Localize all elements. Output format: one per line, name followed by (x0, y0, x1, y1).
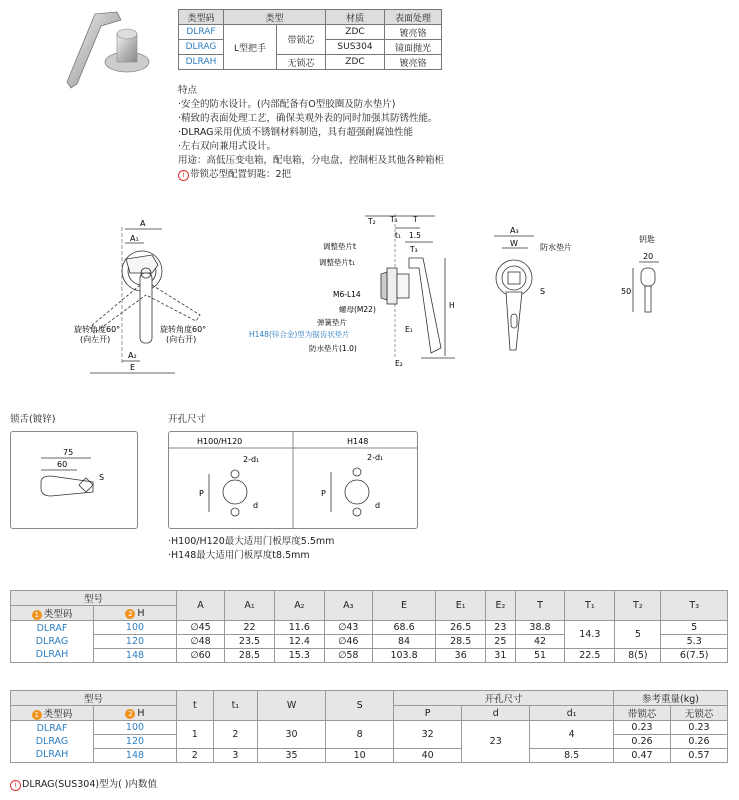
rot-left-dir: (向左开) (80, 335, 111, 344)
cell: 2 (213, 721, 257, 749)
th-material: 材质 (326, 10, 385, 25)
type-table (178, 9, 442, 70)
th-col: P (394, 706, 462, 721)
th-col: t (177, 691, 214, 721)
h-cell: 100 (94, 721, 177, 735)
h-cell: 120 (94, 635, 177, 649)
h-cell: 100 (94, 621, 177, 635)
cutout-h2: H148 (347, 437, 369, 446)
dim-T: T (413, 215, 418, 224)
th-h-label: H (137, 607, 145, 619)
cutout-P: P (321, 489, 326, 498)
th-code: 类型码 (179, 10, 224, 25)
info-icon: i (178, 170, 189, 181)
callout-label: 调整垫片t₁ (319, 258, 355, 267)
th-col: d₁ (530, 706, 614, 721)
cell: 25 (486, 635, 515, 649)
cell: 10 (326, 749, 394, 763)
cell: 68.6 (372, 621, 435, 635)
dim-T2: T₂ (368, 217, 376, 226)
th-code (11, 606, 94, 621)
dim-T1: T₁ (390, 215, 398, 224)
key-width: 20 (643, 252, 654, 261)
cutout-h1: H100/H120 (197, 437, 243, 446)
cell: 0.26 (671, 735, 728, 749)
cell: 0.23 (614, 721, 671, 735)
material-cell: SUS304 (326, 40, 385, 55)
th-col: W (258, 691, 326, 721)
cell: 0.23 (671, 721, 728, 735)
key-note (178, 168, 444, 182)
feature-item: ·左右双向兼用式设计。 (178, 141, 277, 152)
th-col: T₁ (565, 591, 615, 621)
tongue-title: 锁舌(镀锌) (10, 414, 56, 425)
cell: 4 (530, 721, 614, 749)
cell: 0.47 (614, 749, 671, 763)
th-h (94, 606, 177, 621)
th-col: t₁ (213, 691, 257, 721)
cell: 35 (258, 749, 326, 763)
th-col: T₂ (615, 591, 661, 621)
front-view-drawing (60, 215, 230, 380)
th-col: A₁ (225, 591, 275, 621)
cell: ∅48 (177, 635, 225, 649)
code-cell: DLRAH (179, 55, 224, 70)
spec-table-1 (10, 590, 728, 663)
dim-E: E (130, 363, 136, 372)
feature-item: ·DLRAG采用优质不锈钢材料制造，具有超强耐腐蚀性能 (178, 127, 414, 138)
th-code (11, 706, 94, 721)
number-badge: 2 (125, 609, 135, 619)
cutout-note: ·H148最大适用门板厚度t8.5mm (168, 550, 310, 561)
cell: 1 (177, 721, 214, 749)
cell: 8(5) (615, 649, 661, 663)
th-type: 类型 (224, 10, 326, 25)
h-cell: 120 (94, 735, 177, 749)
footnote-text: DLRAG(SUS304)型为( )内数值 (22, 779, 158, 790)
dim-S: S (540, 287, 546, 296)
th-col: 带锁芯 (614, 706, 671, 721)
cell: ∅60 (177, 649, 225, 663)
callout-label: 调整垫片t (323, 242, 356, 251)
th-model: 型号 (11, 691, 177, 706)
cell: 28.5 (225, 649, 275, 663)
callout-label: 防水垫片(1.0) (309, 344, 357, 353)
key-note-text: 带锁芯型配置钥匙：2把 (190, 169, 292, 180)
tongue-box (10, 431, 138, 529)
cell: 8.5 (530, 749, 614, 763)
cutout-d: d (253, 501, 259, 510)
callout-label: 螺母(M22) (339, 305, 376, 314)
th-h-label: H (137, 707, 145, 719)
key-height: 50 (621, 287, 632, 296)
cutout-P: P (199, 489, 204, 498)
usage-text: 用途：高低压变电箱，配电箱，分电盘，控制柜及其他各种箱柜 (178, 155, 445, 166)
h-cell: 148 (94, 749, 177, 763)
cell: 23 (486, 621, 515, 635)
cutout-d1: 2-d₁ (367, 453, 384, 462)
cell: 2 (177, 749, 214, 763)
callout-label: 弹簧垫片 (317, 318, 347, 327)
dim-E1: E₁ (405, 325, 413, 334)
tongue-drawing (11, 432, 137, 528)
cell: 51 (515, 649, 565, 663)
code: DLRAF (36, 723, 68, 734)
code: DLRAH (35, 749, 69, 760)
cell: 28.5 (436, 635, 486, 649)
th-col: E₁ (436, 591, 486, 621)
cell: 103.8 (372, 649, 435, 663)
key-drawing (615, 232, 675, 322)
code: DLRAH (35, 649, 69, 660)
cutout-notes (168, 535, 334, 563)
cell: 23 (462, 721, 530, 763)
th-code-label: 类型码 (43, 709, 73, 720)
cutout-note: ·H100/H120最大适用门板厚度5.5mm (168, 536, 335, 547)
dim-t: 1.5 (409, 231, 421, 240)
material-cell: ZDC (326, 25, 385, 40)
number-badge: 1 (32, 610, 42, 620)
dim-t1: t₁ (395, 231, 401, 240)
dim-A: A (140, 219, 146, 228)
cell: 14.3 (565, 621, 615, 649)
dim-A1: A₁ (130, 234, 139, 243)
cell: 32 (394, 721, 462, 749)
dim-E2: E₂ (395, 359, 403, 368)
material-cell: ZDC (326, 55, 385, 70)
cell: 30 (258, 721, 326, 749)
type-main: L型把手 (224, 25, 277, 70)
cell: 5.3 (661, 635, 728, 649)
features-title: 特点 (178, 85, 198, 96)
tongue-dim-75: 75 (63, 448, 74, 457)
th-col: S (326, 691, 394, 721)
side-view-drawing (245, 208, 460, 373)
th-col: T (515, 591, 565, 621)
info-icon: i (10, 780, 21, 791)
dim-H: H (449, 301, 455, 310)
cell: 12.4 (274, 635, 324, 649)
th-h (94, 706, 177, 721)
feature-item: ·精致的表面处理工艺，确保美观外表的同时加强其防锈性能。 (178, 113, 438, 124)
callout-label: M6-L14 (333, 290, 361, 299)
th-weight: 参考重量(kg) (614, 691, 728, 706)
cell: 42 (515, 635, 565, 649)
cell: ∅45 (177, 621, 225, 635)
cell: 0.57 (671, 749, 728, 763)
code: DLRAG (35, 736, 69, 747)
finish-cell: 镀亮铬 (385, 55, 442, 70)
cell: 3 (213, 749, 257, 763)
th-cutout: 开孔尺寸 (394, 691, 614, 706)
gasket-label: 防水垫片 (540, 243, 572, 252)
cell: 0.26 (614, 735, 671, 749)
features (178, 84, 444, 182)
cell: 36 (436, 649, 486, 663)
key-title: 钥匙 (639, 235, 655, 244)
cell: 8 (326, 721, 394, 749)
dim-W: W (510, 239, 518, 248)
cell: 84 (372, 635, 435, 649)
code-cell: DLRAF (179, 25, 224, 40)
rot-right-label: 旋转角度60° (160, 325, 207, 334)
code: DLRAG (35, 636, 69, 647)
number-badge: 2 (125, 709, 135, 719)
product-photo (55, 6, 165, 106)
callout-label: H148(锌合金)型为锯齿状垫片 (249, 330, 350, 339)
cutout-title: 开孔尺寸 (168, 414, 207, 425)
th-col: 无锁芯 (671, 706, 728, 721)
cell: 26.5 (436, 621, 486, 635)
codes-cell (11, 721, 94, 763)
feature-item: ·安全的防水设计。(内部配备有O型胶圈及防水垫片) (178, 99, 396, 110)
cell: 6(7.5) (661, 649, 728, 663)
th-col: E₂ (486, 591, 515, 621)
th-col: A₂ (274, 591, 324, 621)
code: DLRAF (36, 623, 68, 634)
tongue-dim-S: S (99, 473, 105, 482)
number-badge: 1 (32, 710, 42, 720)
cell: ∅43 (324, 621, 372, 635)
footnote (10, 778, 157, 792)
cutout-box (168, 431, 418, 529)
cell: 22.5 (565, 649, 615, 663)
cell: ∅46 (324, 635, 372, 649)
type-lock: 带锁芯 (277, 25, 326, 55)
th-col: A₃ (324, 591, 372, 621)
cell: 15.3 (274, 649, 324, 663)
th-model: 型号 (11, 591, 177, 606)
cell: 38.8 (515, 621, 565, 635)
th-col: d (462, 706, 530, 721)
dim-A3: A₃ (510, 226, 519, 235)
th-finish: 表面处理 (385, 10, 442, 25)
cell: 5 (661, 621, 728, 635)
h-cell: 148 (94, 649, 177, 663)
cutout-drawing (169, 432, 417, 528)
th-code-label: 类型码 (43, 609, 73, 620)
cutout-d: d (375, 501, 381, 510)
rot-left-label: 旋转角度60° (74, 325, 121, 334)
th-col: T₃ (661, 591, 728, 621)
finish-cell: 镀亮铬 (385, 25, 442, 40)
spec-table-2 (10, 690, 728, 763)
cell: 31 (486, 649, 515, 663)
cell: 22 (225, 621, 275, 635)
cell: ∅58 (324, 649, 372, 663)
cutout-d1: 2-d₁ (243, 455, 260, 464)
tongue-dim-60: 60 (57, 460, 68, 469)
code-cell: DLRAG (179, 40, 224, 55)
cell: 40 (394, 749, 462, 763)
dim-T3: T₃ (410, 245, 418, 254)
th-col: A (177, 591, 225, 621)
codes-cell (11, 621, 94, 663)
type-nolock: 无锁芯 (277, 55, 326, 70)
cell: 23.5 (225, 635, 275, 649)
cell: 5 (615, 621, 661, 649)
rot-right-dir: (向右开) (166, 335, 197, 344)
th-col: E (372, 591, 435, 621)
cell: 11.6 (274, 621, 324, 635)
finish-cell: 镜面抛光 (385, 40, 442, 55)
rear-view-drawing (488, 222, 588, 362)
dim-A2: A₂ (128, 351, 137, 360)
